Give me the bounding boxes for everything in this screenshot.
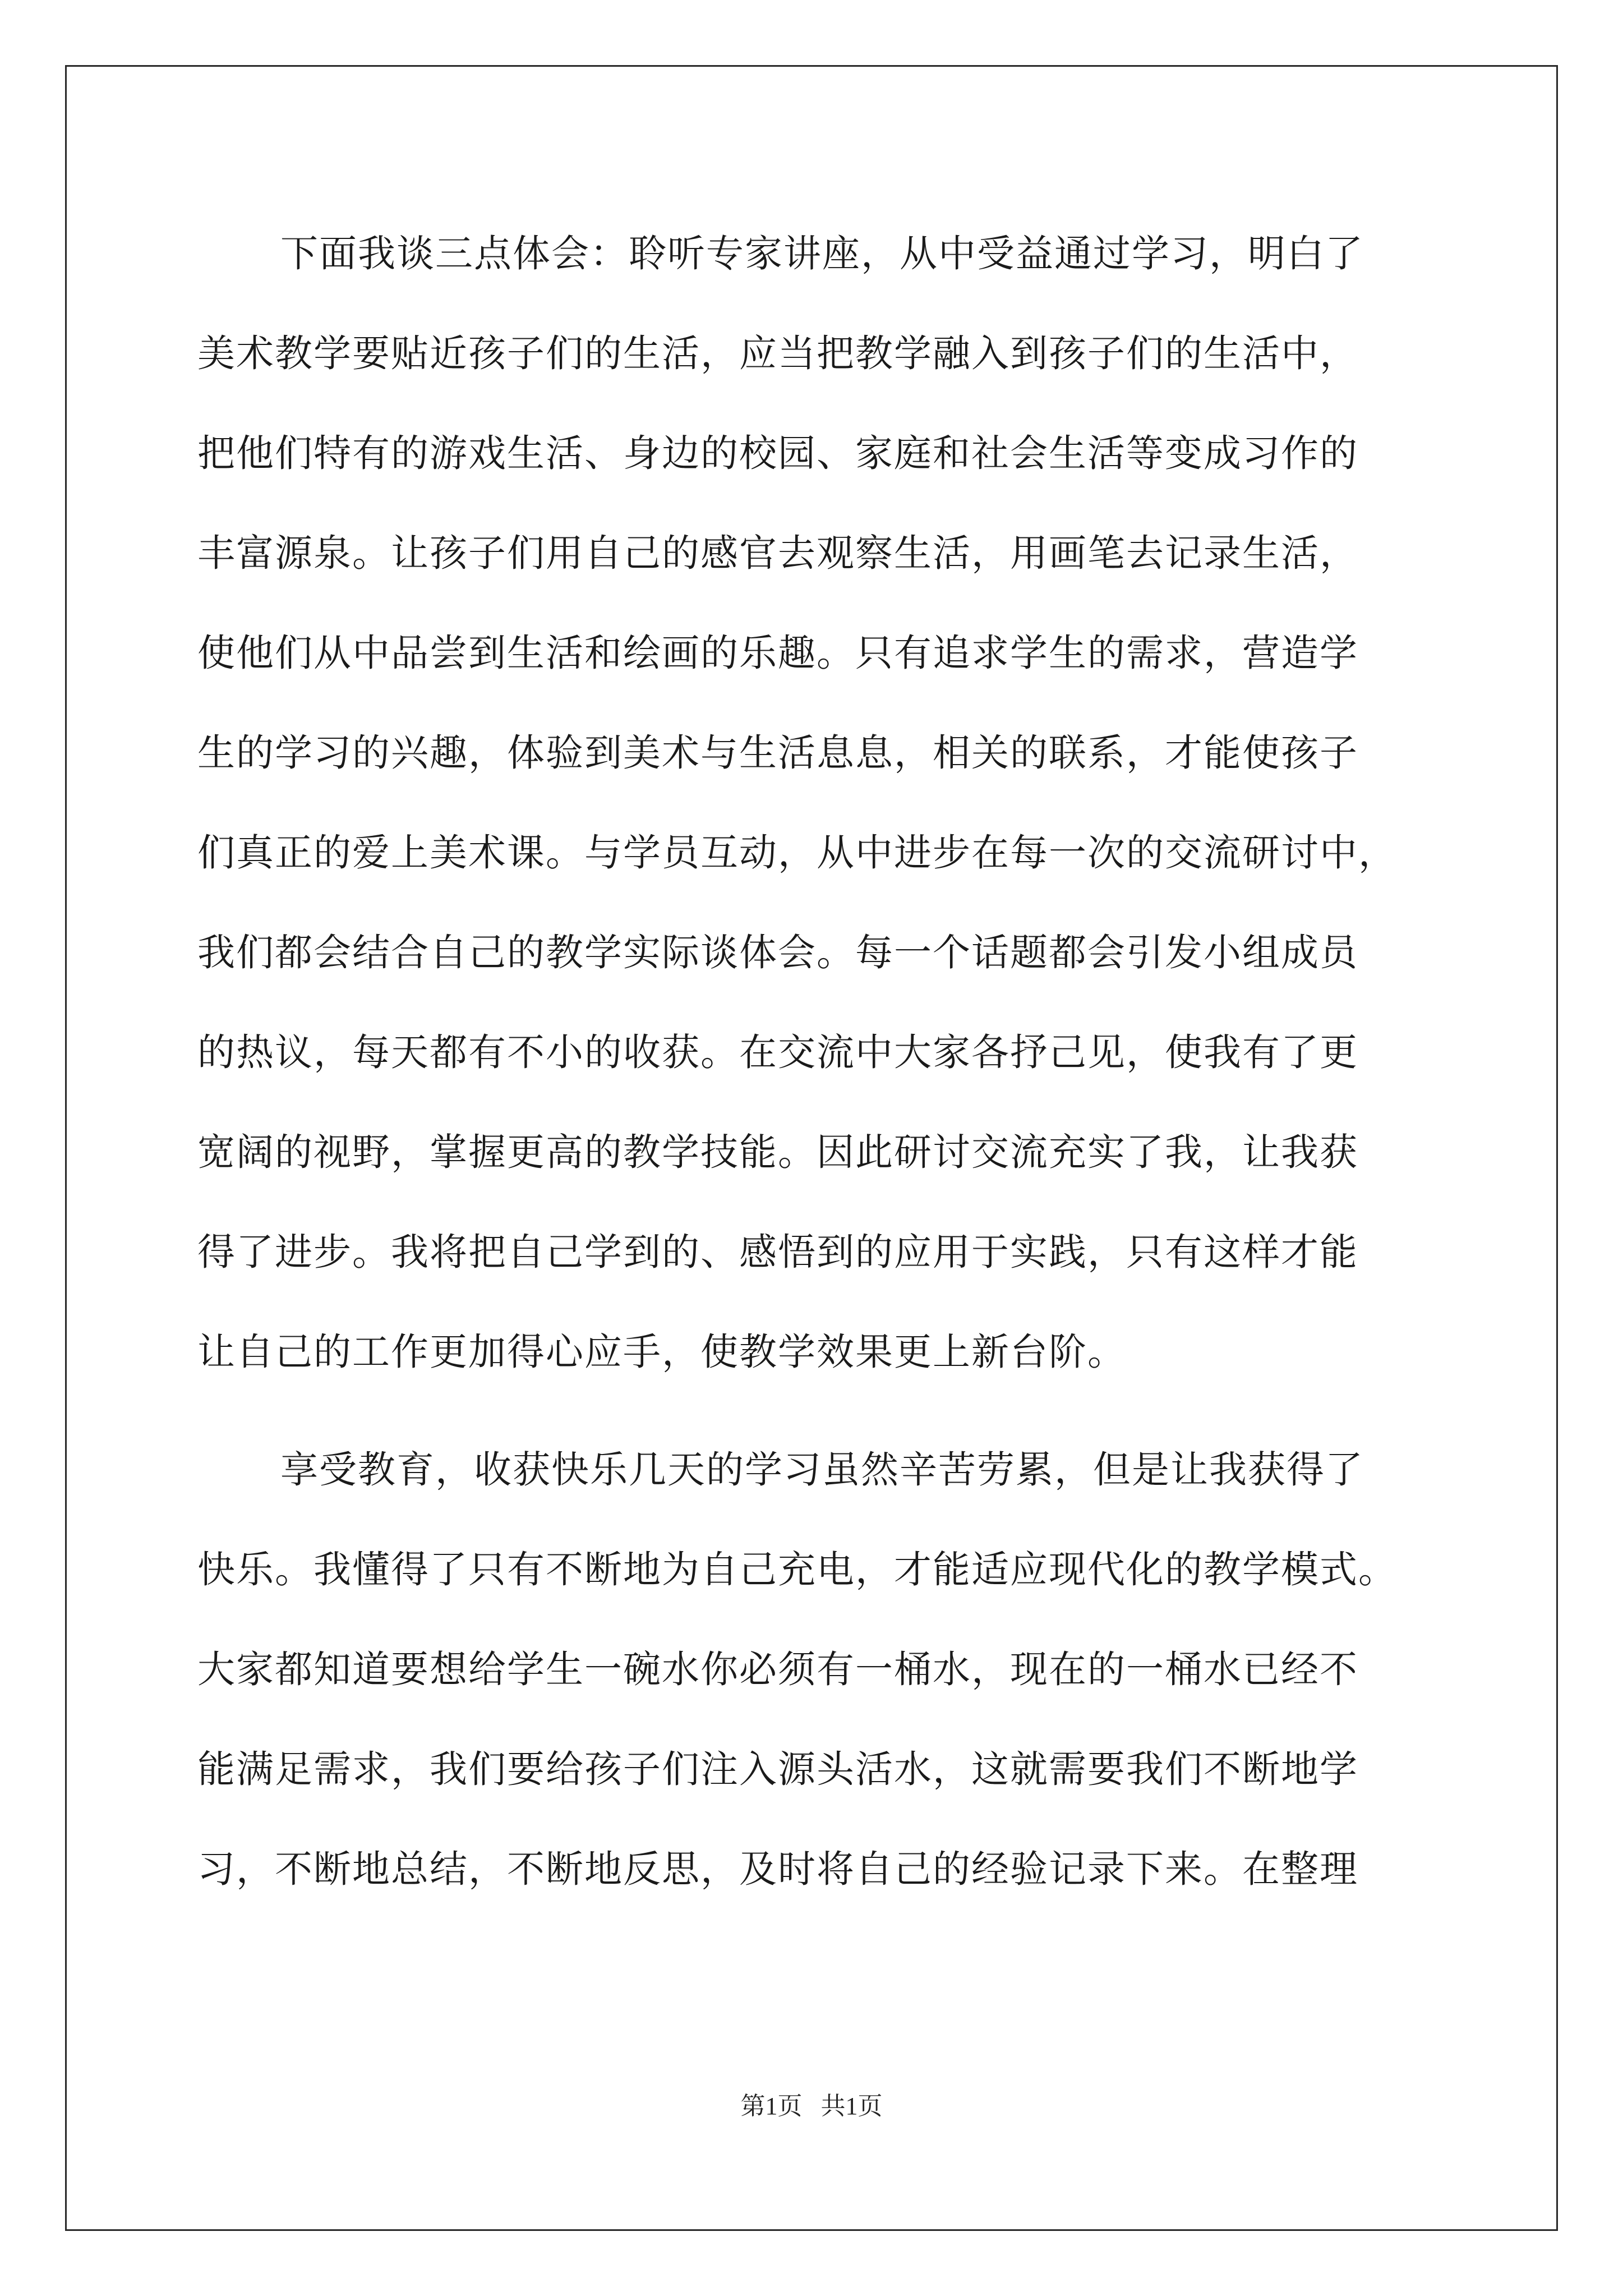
text-line-1: 下面我谈三点体会：聆听专家讲座，从中受益通过学习，明白了 [280,232,1364,275]
text-line-10: 宽阔的视野，掌握更高的教学技能。因此研讨交流充实了我，让我获 [197,1130,1358,1174]
text-line-16: 能满足需求，我们要给孩子们注入源头活水，这就需要我们不断地学 [197,1747,1358,1791]
text-line-15: 大家都知道要想给学生一碗水你必须有一桶水，现在的一桶水已经不 [197,1648,1358,1691]
text-line-12: 让自己的工作更加得心应手，使教学效果更上新台阶。 [197,1330,1126,1374]
text-line-4: 丰富源泉。让孩子们用自己的感官去观察生活，用画笔去记录生活， [197,531,1358,575]
text-line-7: 们真正的爱上美术课。与学员互动，从中进步在每一次的交流研讨中， [197,831,1397,875]
text-line-5: 使他们从中品尝到生活和绘画的乐趣。只有追求学生的需求，营造学 [197,631,1358,675]
text-line-13: 享受教育，收获快乐几天的学习虽然辛苦劳累，但是让我获得了 [280,1448,1364,1492]
page-total: 共1页 [820,2092,883,2120]
text-line-6: 生的学习的兴趣，体验到美术与生活息息，相关的联系，才能使孩子 [197,731,1358,775]
text-line-17: 习，不断地总结，不断地反思，及时将自己的经验记录下来。在整理 [197,1847,1358,1891]
page-number: 第1页 [740,2092,803,2120]
footer-separator [803,2092,821,2120]
page-footer [0,2090,1623,2123]
text-line-2: 美术教学要贴近孩子们的生活，应当把教学融入到孩子们的生活中， [197,332,1358,375]
text-line-3: 把他们特有的游戏生活、身边的校园、家庭和社会生活等变成习作的 [197,431,1358,475]
text-line-8: 我们都会结合自己的教学实际谈体会。每一个话题都会引发小组成员 [197,931,1358,974]
text-line-9: 的热议，每天都有不小的收获。在交流中大家各抒己见，使我有了更 [197,1030,1358,1074]
text-line-11: 得了进步。我将把自己学到的、感悟到的应用于实践，只有这样才能 [197,1230,1358,1274]
text-line-14: 快乐。我懂得了只有不断地为自己充电，才能适应现代化的教学模式。 [197,1548,1397,1591]
